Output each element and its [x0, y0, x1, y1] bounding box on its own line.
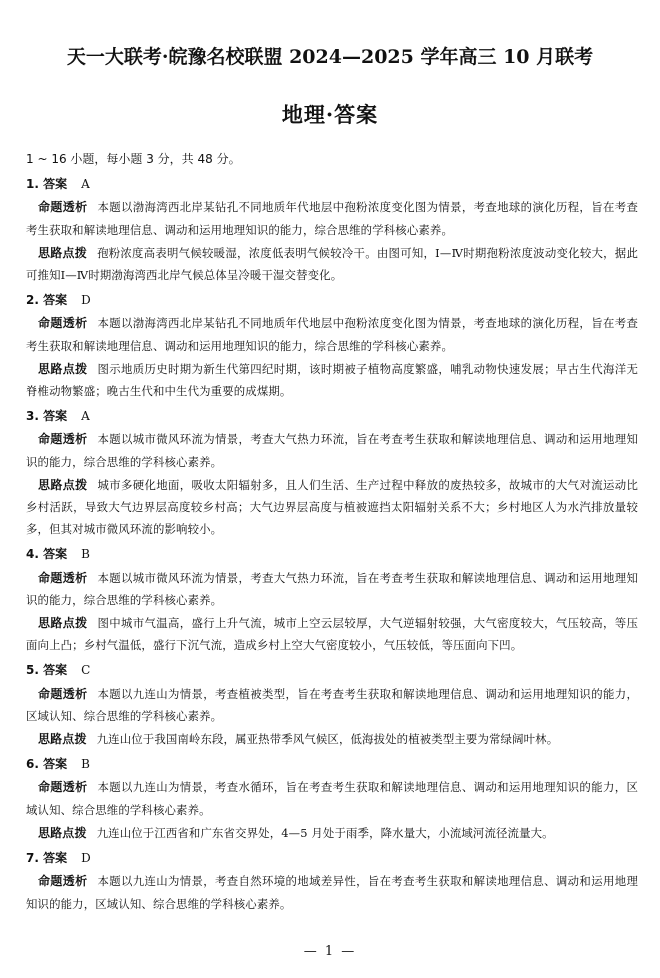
analysis-paragraph: [26, 196, 638, 240]
question-label: 3. 答案: [26, 409, 68, 424]
answer-letter: D: [81, 293, 91, 308]
question-block: [26, 847, 638, 915]
hint-paragraph: [26, 728, 638, 750]
analysis-text: 本题以九连山为情景，考查自然环境的地域差异性，旨在考查考生获取和解读地理信息、调动和运用地理知识的能力，区域认知、综合思维的学科核心素养。: [26, 874, 638, 911]
hint-text: 九连山位于我国南岭东段，属亚热带季风气候区，低海拔处的植被类型主要为常绿阔叶林。: [96, 732, 559, 747]
analysis-paragraph: [26, 776, 638, 820]
page-title: 天一大联考·皖豫名校联盟 2024—2025 学年高三 10 月联考: [66, 46, 594, 68]
analysis-label: 命题透析: [38, 780, 88, 795]
question-block: [26, 659, 638, 750]
hint-label: 思路点拨: [38, 732, 87, 747]
hint-text: 图示地质历史时期为新生代第四纪时期，该时期被子植物高度繁盛，哺乳动物快速发展；早古生代海洋无脊椎动物繁盛；晚古生代和中生代为重要的成煤期。: [26, 361, 638, 399]
hint-text: 图中城市气温高，盛行上升气流，城市上空云层较厚，大气逆辐射较强，大气密度较大，气压较高，等压面向上凸；乡村气温低，盛行下沉气流，造成乡村上空大气密度较小，气压较低，等压面向下凹。: [26, 616, 638, 653]
question-head: [26, 173, 638, 195]
hint-text: 城市多硬化地面，吸收太阳辐射多，且人们生活、生产过程中释放的废热较多，故城市的大气对流运动比乡村活跃，导致大气边界层高度较乡村高；大气边界层高度与植被遮挡太阳辐射关系不大；乡村地区人为水汽排放量较多，但其对城市微风环流的影响较小。: [26, 477, 638, 537]
analysis-text: 本题以渤海湾西北岸某钻孔不同地质年代地层中孢粉浓度变化图为情景，考查地球的演化历程，旨在考查考生获取和解读地理信息、调动和运用地理知识的能力，综合思维的学科核心素养。: [26, 316, 638, 353]
question-label: 1. 答案: [26, 177, 68, 192]
answer-letter: C: [81, 663, 91, 678]
question-head: [26, 543, 638, 565]
analysis-paragraph: [26, 312, 638, 356]
question-label: 7. 答案: [26, 851, 68, 866]
hint-label: 思路点拨: [38, 245, 88, 260]
analysis-text: 本题以渤海湾西北岸某钻孔不同地质年代地层中孢粉浓度变化图为情景，考查地球的演化历程，旨在考查考生获取和解读地理信息、调动和运用地理知识的能力，综合思维的学科核心素养。: [26, 200, 638, 237]
answer-letter: B: [81, 547, 90, 562]
hint-text: 九连山位于江西省和广东省交界处，4—5 月处于雨季，降水量大，小流域河流径流量大。: [96, 825, 554, 840]
answer-content: [26, 148, 638, 915]
question-block: [26, 405, 638, 540]
hint-paragraph: [26, 242, 638, 286]
hint-label: 思路点拨: [38, 477, 88, 492]
question-block: [26, 753, 638, 844]
question-label: 6. 答案: [26, 757, 68, 772]
question-head: [26, 405, 638, 427]
hint-label: 思路点拨: [38, 825, 87, 840]
hint-label: 思路点拨: [38, 361, 88, 376]
question-label: 4. 答案: [26, 547, 68, 562]
question-block: [26, 289, 638, 402]
question-head: [26, 289, 638, 311]
hint-paragraph: [26, 358, 638, 402]
hint-label: 思路点拨: [38, 616, 88, 631]
hint-paragraph: [26, 822, 638, 844]
analysis-label: 命题透析: [38, 200, 88, 215]
question-block: [26, 543, 638, 656]
analysis-text: 本题以城市微风环流为情景，考查大气热力环流，旨在考查考生获取和解读地理信息、调动和运用地理知识的能力，综合思维的学科核心素养。: [26, 570, 638, 607]
answer-letter: A: [81, 177, 90, 192]
analysis-label: 命题透析: [38, 316, 88, 331]
question-head: [26, 659, 638, 681]
analysis-label: 命题透析: [38, 874, 88, 889]
analysis-label: 命题透析: [38, 432, 88, 447]
analysis-text: 本题以九连山为情景，考查植被类型，旨在考查考生获取和解读地理信息、调动和运用地理知识的能力，区域认知、综合思维的学科核心素养。: [26, 686, 638, 723]
analysis-paragraph: [26, 870, 638, 914]
analysis-text: 本题以城市微风环流为情景，考查大气热力环流，旨在考查考生获取和解读地理信息、调动和运用地理知识的能力，综合思维的学科核心素养。: [26, 432, 638, 469]
section-intro: 1 ~ 16 小题，每小题 3 分，共 48 分。: [26, 152, 241, 166]
answer-letter: B: [81, 757, 90, 772]
answer-letter: D: [81, 851, 91, 866]
analysis-paragraph: [26, 683, 638, 727]
question-block: [26, 173, 638, 286]
analysis-paragraph: [26, 428, 638, 472]
question-label: 5. 答案: [26, 663, 68, 678]
hint-paragraph: [26, 612, 638, 656]
page-number: — 1 —: [303, 944, 357, 959]
analysis-text: 本题以九连山为情景，考查水循环，旨在考查考生获取和解读地理信息、调动和运用地理知识的能力，区域认知、综合思维的学科核心素养。: [26, 780, 638, 817]
analysis-label: 命题透析: [38, 570, 88, 585]
analysis-paragraph: [26, 567, 638, 611]
question-head: [26, 847, 638, 869]
question-head: [26, 753, 638, 775]
page-subtitle: 地理·答案: [281, 102, 379, 127]
question-label: 2. 答案: [26, 293, 68, 308]
answer-letter: A: [81, 409, 90, 424]
hint-text: 孢粉浓度高表明气候较暖湿，浓度低表明气候较冷干。由图可知，Ⅰ—Ⅳ时期孢粉浓度波动变化较大，据此可推知Ⅰ—Ⅳ时期渤海湾西北岸气候总体呈冷暖干湿交替变化。: [26, 245, 638, 283]
hint-paragraph: [26, 474, 638, 541]
analysis-label: 命题透析: [38, 686, 88, 701]
